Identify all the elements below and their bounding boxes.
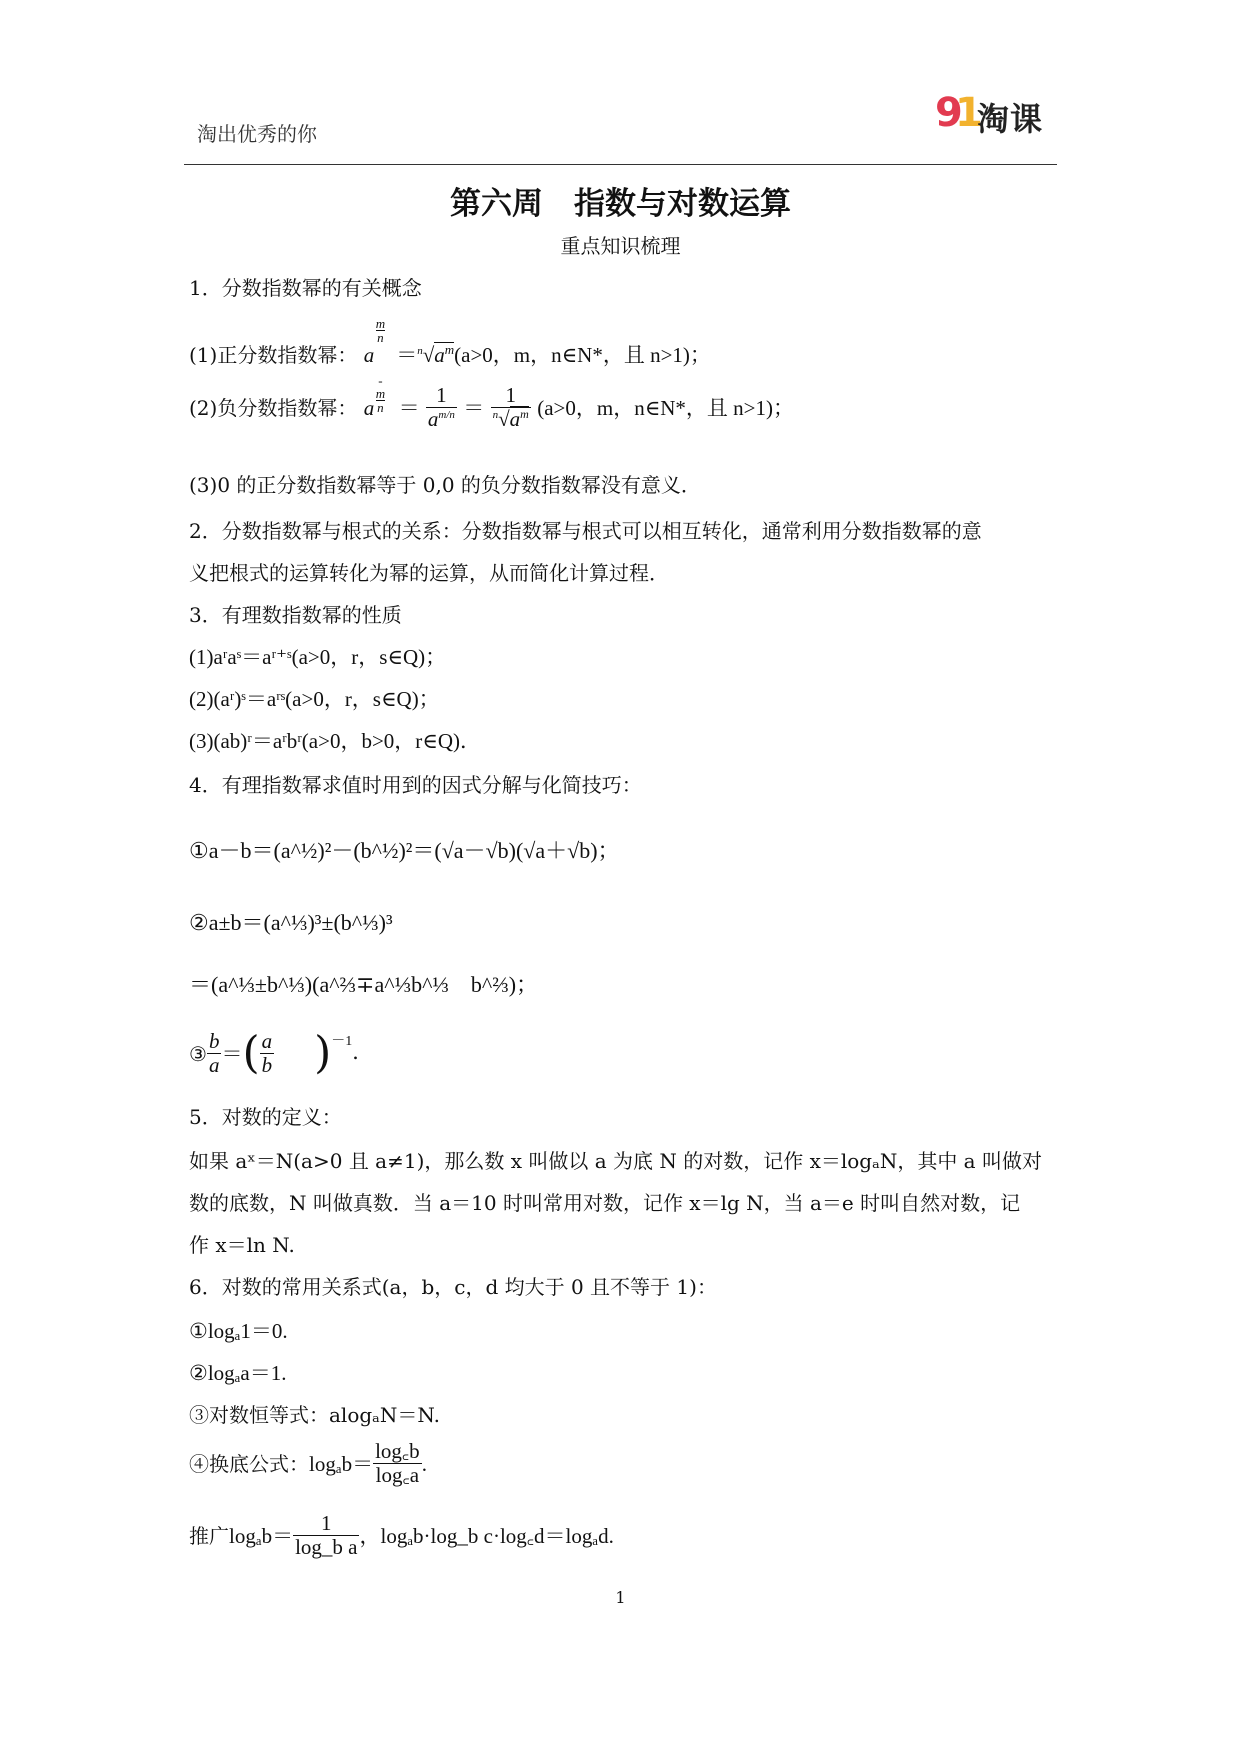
s4-formula-1: ①a－b＝(a^½)²－(b^½)²＝(√a－√b)(√a＋√b)； — [189, 838, 620, 863]
s6-r4-prefix: ④换底公式： — [189, 1451, 309, 1476]
fraction-one-over-a-m-n: $\frac{1}{a^{m/n}}$ — [427, 383, 455, 432]
section-5-line-1: 如果 aˣ＝N(a>0 且 a≠1)，那么数 x 叫做以 a 为底 N 的对数，记作 x＝logₐN，其中 a 叫做对 — [189, 1149, 1042, 1173]
logo-text: 淘课 — [977, 100, 1044, 138]
section-2-line-2: 义把根式的运算转化为幂的运算，从而简化计算过程． — [189, 561, 669, 585]
section-3-heading: 3．有理数指数幂的性质 — [189, 603, 402, 627]
s6-generalization — [189, 1512, 614, 1559]
section-1-heading: 1．分数指数幂的有关概念 — [189, 276, 422, 300]
right-paren: ) — [314, 1027, 332, 1079]
s4-f4-suffix: ． — [352, 1040, 374, 1065]
formula-a-neg-m-over-n: a - m n — [363, 372, 386, 420]
header-slogan: 淘出优秀的你 — [197, 122, 317, 146]
s1-l1-cond: (a>0，m，n∈N*，且 n>1)； — [454, 343, 711, 367]
fraction-a-over-b: $\frac{a}{b}$ — [261, 1029, 273, 1078]
page-number: 1 — [615, 1588, 626, 1607]
s6-r4-lhs: logₐb＝ — [309, 1451, 374, 1476]
s6-r4-denominator: log꜀a — [375, 1463, 420, 1488]
section-4-heading: 4．有理指数幂求值时用到的因式分解与化简技巧： — [189, 773, 642, 797]
fraction-b-over-a: $\frac{b}{a}$ — [208, 1029, 220, 1078]
logo-mark-1: 1 — [955, 90, 983, 136]
s6-r5-numerator: 1 — [293, 1512, 359, 1536]
left-paren: ( — [242, 1027, 260, 1079]
section-6-heading: 6．对数的常用关系式(a，b，c，d 均大于 0 且不等于 1)： — [189, 1275, 717, 1299]
s6-r5-lhs: logₐb＝ — [229, 1523, 294, 1548]
s1-positive-fractional-power: (1)正分数指数幂： a m n $=^n√a^m(a>0$，m，n∈N*，且 n>1)； — [189, 316, 711, 367]
s6-r5-rest: ，logₐb·log_b c·log꜀d＝logₐd. — [359, 1523, 614, 1548]
s1-l2-prefix: (2)负分数指数幂： — [189, 395, 358, 420]
s3-property-1: (1)aʳaˢ＝aʳ⁺ˢ(a>0，r，s∈Q)； — [189, 645, 447, 669]
header-rule — [184, 164, 1057, 165]
s6-relation-3: ③对数恒等式：alogₐN＝N. — [189, 1403, 440, 1427]
s6-r4-numerator: log꜀b — [375, 1439, 420, 1463]
fraction-one-over-log — [293, 1512, 359, 1559]
s4-f4-prefix: ③ — [189, 1041, 207, 1066]
formula-a-m-over-n: a m n — [363, 316, 386, 367]
page-title: 第六周 指数与对数运算 — [450, 186, 791, 222]
logo-mark-9: 9 — [935, 90, 963, 136]
section-5-line-3: 作 x＝ln N. — [189, 1233, 295, 1257]
s1-negative-fractional-power: (2)负分数指数幂： a - m n ＝ $\frac{1}{a^{m/n}}$ ＝ $\frac{1}{^n√a^m}$ (a>0，m，n∈N*，且 n>1)； — [189, 372, 794, 432]
section-5-line-2: 数的底数，N 叫做真数．当 a＝10 时叫常用对数，记作 x＝lg N，当 a＝e 时叫自然对数，记 — [189, 1191, 1021, 1215]
s1-zero-power-note: (3)0 的正分数指数幂等于 0,0 的负分数指数幂没有意义． — [189, 473, 701, 497]
page-subtitle: 重点知识梳理 — [560, 234, 681, 258]
brand-logo — [935, 92, 1055, 136]
s6-change-of-base: ④换底公式：logₐb＝ $\frac{\log꜀b}{\log꜀a}$ . — [189, 1439, 427, 1488]
s1-l2-cond: (a>0，m，n∈N*，且 n>1)； — [537, 395, 794, 420]
s6-r5-prefix: 推广 — [189, 1523, 229, 1548]
section-2-line-1: 2．分数指数幂与根式的关系：分数指数幂与根式可以相互转化，通常利用分数指数幂的意 — [189, 519, 982, 543]
s6-relation-1: ①logₐ1＝0. — [189, 1319, 288, 1343]
s3-property-2: (2)(aʳ)ˢ＝aʳˢ(a>0，r，s∈Q)； — [189, 687, 440, 711]
s4-formula-2: ②a±b＝(a^⅓)³±(b^⅓)³ — [189, 910, 393, 935]
s6-relation-2: ②logₐa＝1. — [189, 1361, 287, 1385]
fraction-one-over-root: $\frac{1}{^n√a^m}$ — [492, 383, 529, 432]
fraction-log-change-base — [373, 1440, 422, 1487]
s4-formula-4: ③ $\frac{b}{a}$ ＝( $\frac{a}{b}$ )$^{-1}$． — [189, 1027, 374, 1079]
section-5-heading: 5．对数的定义： — [189, 1105, 342, 1129]
s3-property-3: (3)(ab)ʳ＝aʳbʳ(a>0，b>0，r∈Q)． — [189, 729, 482, 753]
s1-l1-prefix: (1)正分数指数幂： — [189, 343, 358, 367]
s4-formula-3: ＝(a^⅓±b^⅓)(a^⅔∓a^⅓b^⅓ b^⅔)； — [189, 972, 539, 997]
s6-r5-denominator: log_b a — [295, 1535, 358, 1560]
